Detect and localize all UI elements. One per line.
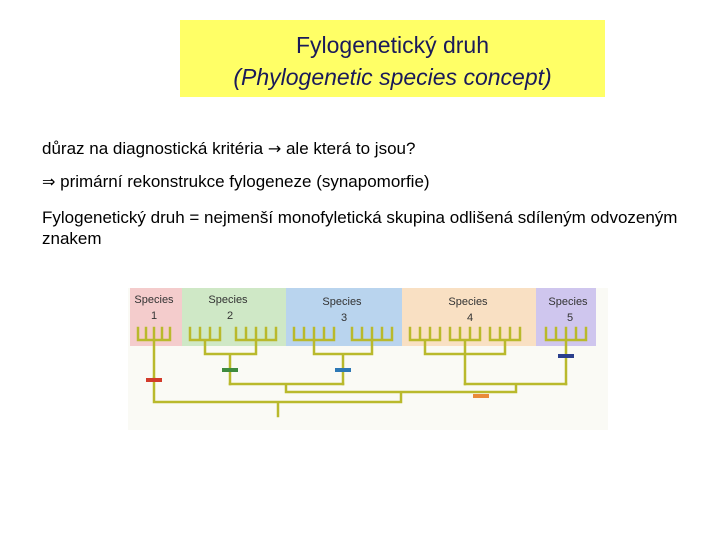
right-arrow-icon: → <box>267 139 282 158</box>
species-4-number: 4 <box>466 312 474 324</box>
species-3-synapomorphy-mark <box>335 368 351 372</box>
phylogenetic-tree-diagram <box>128 288 608 430</box>
bullet-1-pre: důraz na diagnostická kritéria <box>42 139 268 158</box>
species-3-number: 3 <box>340 312 348 324</box>
species-1-label: Species <box>134 294 174 306</box>
title-line-1: Fylogenetický druh <box>295 32 490 58</box>
bullet-2-text: primární rekonstrukce fylogeneze (synapomorfie) <box>55 172 430 191</box>
bullet-1-post: ale která to jsou? <box>281 139 416 158</box>
species-2-number: 2 <box>226 310 234 322</box>
species-1-synapomorphy-mark <box>146 378 162 382</box>
species-5-label: Species <box>548 296 588 308</box>
title-box <box>180 20 605 97</box>
implies-arrow-icon: ⇒ <box>42 172 56 191</box>
species-3-label: Species <box>322 296 362 308</box>
species-5-number: 5 <box>566 312 574 324</box>
bullet-diagnostic-criteria <box>42 138 415 159</box>
species-5-synapomorphy-mark <box>558 354 574 358</box>
bullet-reconstruction <box>42 171 430 192</box>
species-2-synapomorphy-mark <box>222 368 238 372</box>
species-4-label: Species <box>448 296 488 308</box>
species-2-label: Species <box>208 294 248 306</box>
title-line-2: (Phylogenetic species concept) <box>233 64 552 90</box>
species-4-synapomorphy-mark <box>473 394 489 398</box>
definition-text: Fylogenetický druh = nejmenší monofyletická skupina odlišená sdíleným odvozeným znakem <box>42 208 678 248</box>
species-1-number: 1 <box>150 310 158 322</box>
